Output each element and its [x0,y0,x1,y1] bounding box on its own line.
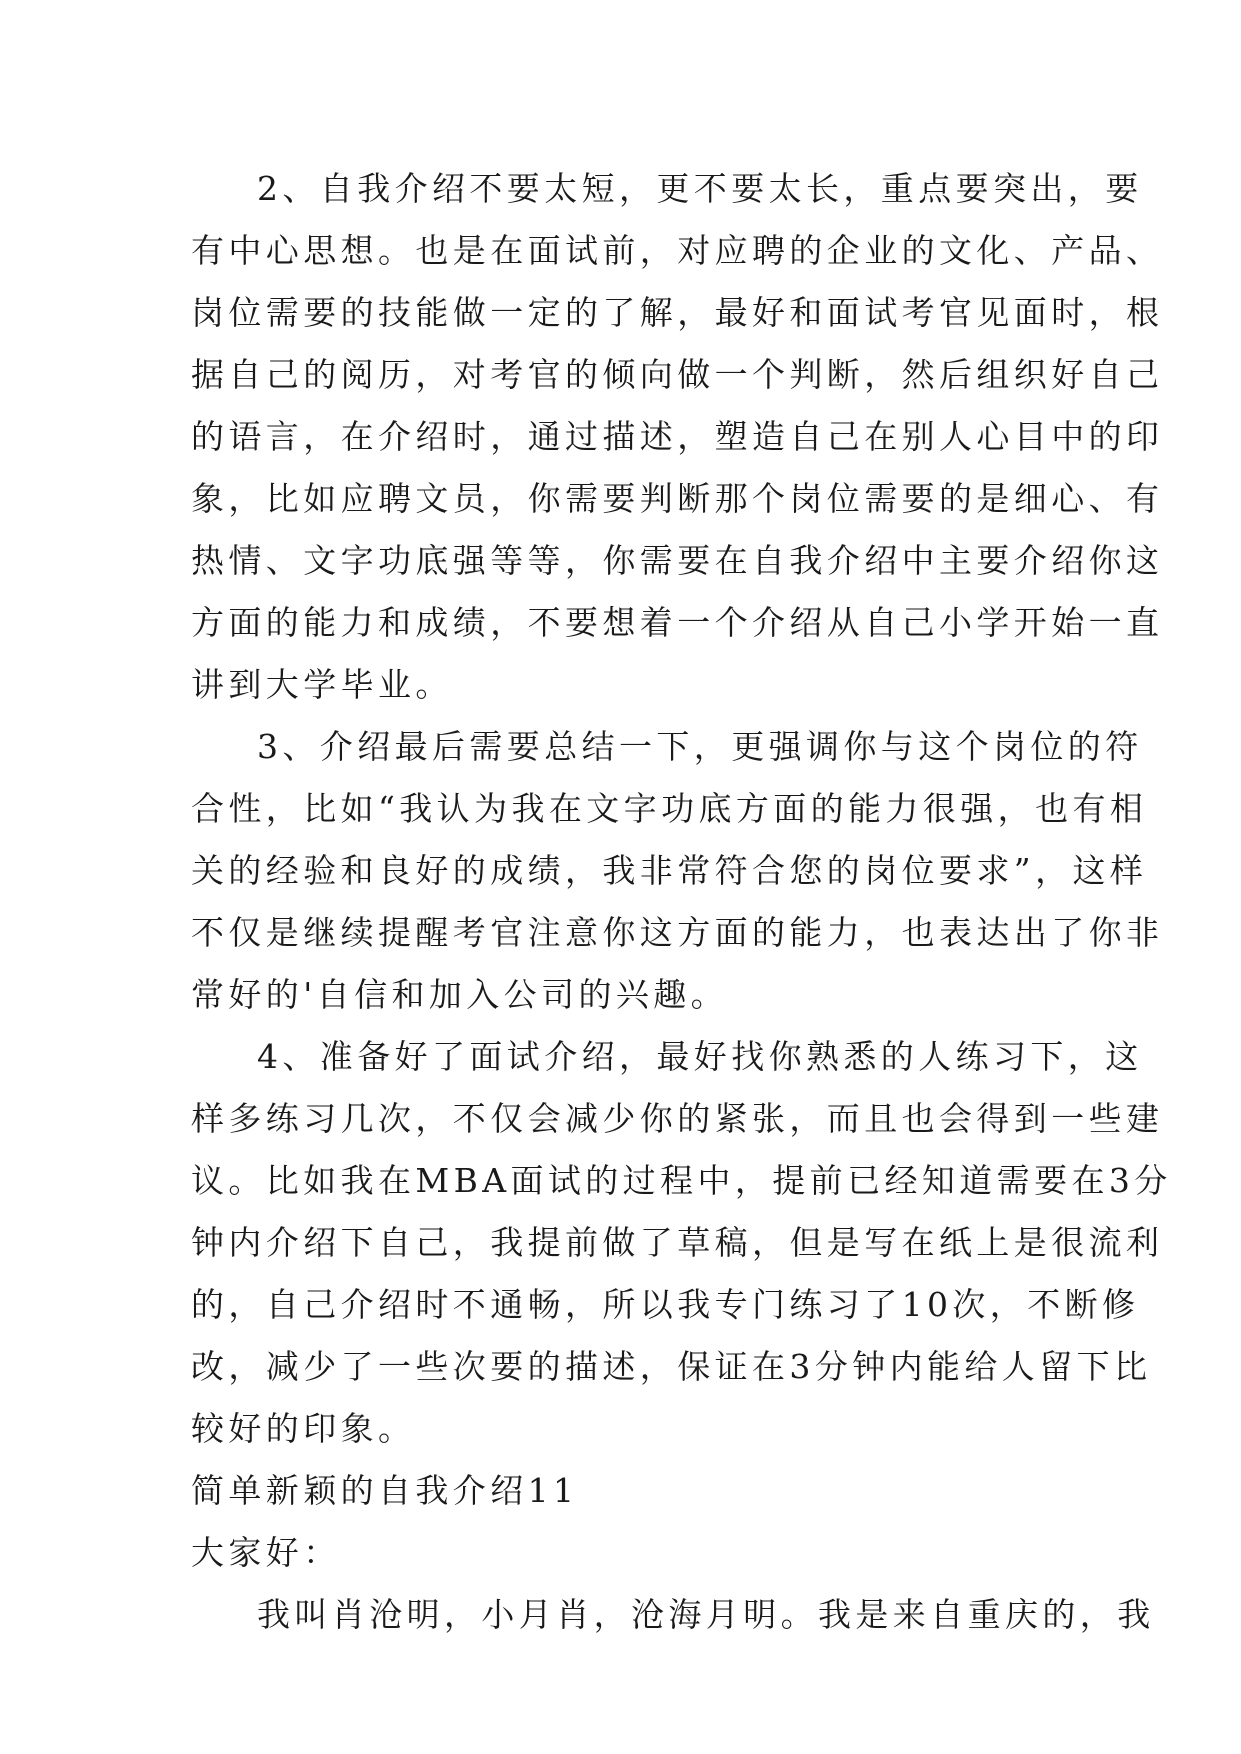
greeting-line: 大家好： [191,1533,341,1572]
paragraph-line: 改，减少了一些次要的描述，保证在3分钟内能给人留下比 [191,1347,1152,1386]
paragraph-line: 象，比如应聘文员，你需要判断那个岗位需要的是细心、有 [191,479,1164,518]
paragraph-line: 我叫肖沧明，小月肖，沧海月明。我是来自重庆的，我 [257,1595,1155,1634]
paragraph-line: 关的经验和良好的成绩，我非常符合您的岗位要求”，这样 [191,851,1148,890]
paragraph-line: 讲到大学毕业。 [191,665,453,704]
paragraph-line: 不仅是继续提醒考官注意你这方面的能力，也表达出了你非 [191,913,1164,952]
paragraph-line: 热情、文字功底强等等，你需要在自我介绍中主要介绍你这 [191,541,1164,580]
paragraph-line: 4、准备好了面试介绍，最好找你熟悉的人练习下，这 [257,1037,1143,1076]
section-heading: 简单新颖的自我介绍11 [191,1471,579,1510]
paragraph-line: 样多练习几次，不仅会减少你的紧张，而且也会得到一些建 [191,1099,1164,1138]
paragraph-line: 据自己的阅历，对考官的倾向做一个判断，然后组织好自己 [191,355,1164,394]
paragraph-line: 的语言，在介绍时，通过描述，塑造自己在别人心目中的印 [191,417,1164,456]
paragraph-line: 2、自我介绍不要太短，更不要太长，重点要突出，要 [257,169,1143,208]
paragraph-line: 较好的印象。 [191,1409,416,1448]
paragraph-line: 常好的'自信和加入公司的兴趣。 [191,975,729,1014]
paragraph-line: 有中心思想。也是在面试前，对应聘的企业的文化、产品、 [191,231,1164,270]
document-body [191,158,1172,1646]
paragraph-line: 3、介绍最后需要总结一下，更强调你与这个岗位的符 [257,727,1143,766]
paragraph-line: 钟内介绍下自己，我提前做了草稿，但是写在纸上是很流利 [191,1223,1164,1262]
paragraph-line: 岗位需要的技能做一定的了解，最好和面试考官见面时，根 [191,293,1164,332]
paragraph-line: 议。比如我在MBA面试的过程中，提前已经知道需要在3分 [191,1161,1172,1200]
paragraph-line: 合性，比如“我认为我在文字功底方面的能力很强，也有相 [191,789,1148,828]
paragraph-line: 方面的能力和成绩，不要想着一个介绍从自己小学开始一直 [191,603,1164,642]
paragraph-line: 的，自己介绍时不通畅，所以我专门练习了10次，不断修 [191,1285,1140,1324]
